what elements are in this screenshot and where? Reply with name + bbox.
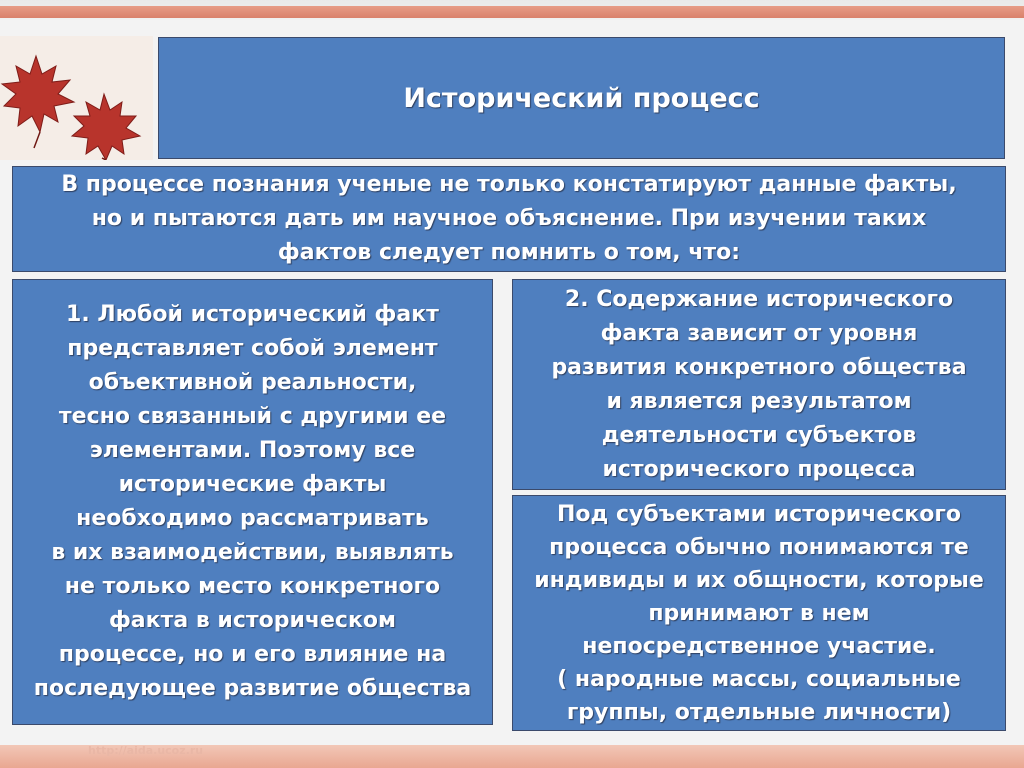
point-two-text: 2. Содержание исторического факта зависит от уровня развития конкретного общества и является результатом деятельности субъектов исторического процесса	[551, 286, 967, 482]
point-one-text: 1. Любой исторический факт представляет собой элемент объективной реальности, тесно связанный с другими ее элементами. Поэтому все исторические факты необходимо рассматривать в их взаимодействии, выявлять не только место конкретного факта в историческом процессе, но и его влияние на последующее развитие общества	[33, 302, 472, 701]
top-accent-stripe	[0, 6, 1024, 18]
intro-text: В процессе познания ученые не только констатируют данные факты, но и пытаются дать им научное объяснение. При изучении таких фактов следует помнить о том, что:	[61, 172, 957, 265]
subjects-note-box	[512, 495, 1006, 731]
slide-title	[158, 37, 1005, 159]
point-one-box	[12, 279, 493, 725]
slide-title-text: Исторический процесс	[403, 82, 760, 114]
watermark: http://aida.ucoz.ru	[88, 744, 204, 757]
point-two-box	[512, 279, 1006, 490]
maple-leaves-icon	[0, 36, 153, 160]
intro-box	[12, 166, 1006, 272]
subjects-note-text: Под субъектами исторического процесса обычно понимаются те индивиды и их общности, которые принимают в нем непосредственное участие. ( народные массы, социальные группы, отдельные личности)	[534, 501, 984, 725]
